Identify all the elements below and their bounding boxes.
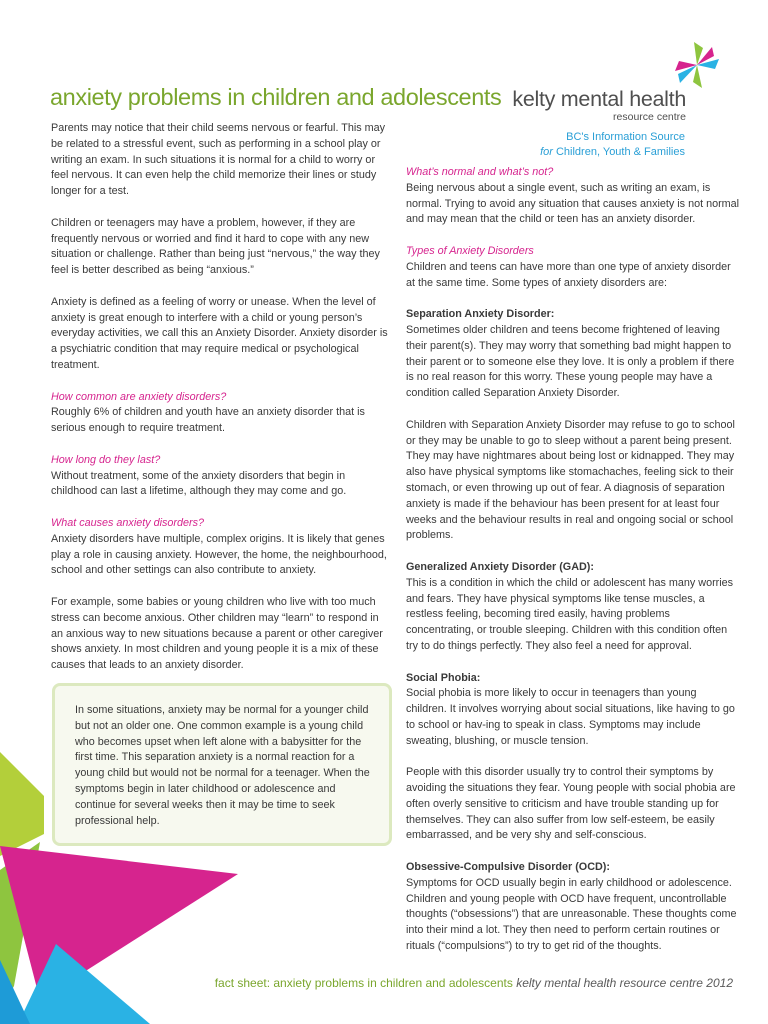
question-heading-common: How common are anxiety disorders?	[51, 390, 227, 403]
social-phobia-paragraph-1: Social phobia is more likely to occur in teenagers than young children. It involves worrying about social situations, like having to go to school or hav-ing to speak in class. Symptoms may include sweating, blushing, or muscle tension.	[406, 687, 735, 747]
callout-text: In some situations, anxiety may be normal for a younger child but not an older one. One common example is a young child who becomes upset when left alone with a babysitter for the first time. This separation anxiety is a normal reaction for a young child but would not be normal for a teenager. When the symptoms begin in later childhood or adolescence and continue for several weeks then it may be time to seek professional help.	[75, 704, 370, 827]
footer	[215, 976, 733, 990]
gad-paragraph: This is a condition in which the child or adolescent has many worries and fears. They have physical symptoms like tense muscles, a restless feeling, becoming tired easily, having problems concentrating, or trouble sleeping. Children with this condition often try to do things perfectly. They also feel a need for approval.	[406, 576, 734, 652]
brand-logo	[512, 88, 686, 123]
callout-box	[52, 683, 392, 846]
tagline-line-1: BC's Information Source	[566, 131, 685, 143]
intro-paragraph-1: Parents may notice that their child seems nervous or fearful. This may be related to a stressful event, such as performing in a school play or writing an exam. In such situations it is normal for a child to worry or feel nervous. It can even help the child memorize their lines or study longer for a test.	[51, 122, 386, 198]
subheading-ocd: Obsessive-Compulsive Disorder (OCD):	[406, 861, 610, 874]
subheading-separation-anxiety: Separation Anxiety Disorder:	[406, 308, 555, 321]
separation-paragraph-2: Children with Separation Anxiety Disorder may refuse to go to school or they may be unable to go to sleep without a parent being present. They may have nightmares about being lost or kidnapped. They may also have physical symptoms like stomachaches, feeling sick to their stomach, or even throwing up out of fear. A diagnosis of separation anxiety is made if the behaviour has been present for at least four weeks and the behaviour results in real and ongoing social or school problems.	[406, 418, 735, 542]
social-phobia-paragraph-2: People with this disorder usually try to control their symptoms by avoiding the situations they fear. Young people with social phobia are often overly sensitive to criticism and have trouble standing up for themselves. They can also suffer from low self-esteem, be easily embarrassed, and be very shy and self-conscious.	[406, 766, 736, 842]
question-heading-normal: What’s normal and what’s not?	[406, 166, 554, 178]
answer-duration: Without treatment, some of the anxiety disorders that begin in childhood can last a lifetime, although they may come and go.	[51, 469, 347, 498]
answer-normal: Being nervous about a single event, such as writing an exam, is normal. Trying to avoid any situation that causes anxiety is not normal and may mean that the child or teen has an anxiety disorder.	[406, 181, 740, 226]
answer-causes: Anxiety disorders have multiple, complex origins. It is likely that genes play a role in causing anxiety. However, the home, the neighbourhood, school and other settings can also contribute to anxiety.	[51, 532, 387, 577]
question-heading-causes: What causes anxiety disorders?	[51, 516, 205, 529]
causes-example-paragraph: For example, some babies or young children who live with too much stress can become anxious. Other children may “learn” to respond in an anxious way to new situations because a parent or other caregiver shows anxiety. In most children and young people it is a mix of these causes that leads to an anxiety disorder.	[51, 595, 383, 672]
answer-common: Roughly 6% of children and youth have an anxiety disorder that is serious enough to require treatment.	[51, 406, 365, 435]
intro-paragraph-3: Anxiety is defined as a feeling of worry or unease. When the level of anxiety is great enough to interfere with a child or young person’s everyday activities, we call this an Anxiety Disorder. Anxiety disorder is a psychiatric condition that may require medical or psychological treatment.	[51, 295, 388, 371]
separation-paragraph-1: Sometimes older children and teens become frightened of leaving their parent(s). They may worry that something bad might happen to their parent or to someone else they love. It is only a problem if there is no real reason for this worry. These young people may have a condition called Separation Anxiety Disorder.	[406, 323, 735, 400]
tagline-for: for	[540, 146, 553, 158]
right-column	[406, 165, 740, 955]
page-title: anxiety problems in children and adolescents	[50, 84, 502, 110]
footer-source: kelty mental health resource centre 2012	[516, 976, 733, 990]
pinwheel-logo-icon	[672, 40, 722, 90]
brand-tagline	[540, 130, 685, 160]
left-column	[51, 121, 392, 690]
answer-types: Children and teens can have more than one type of anxiety disorder at the same time. Some types of anxiety disorders are:	[406, 260, 731, 289]
ocd-paragraph: Symptoms for OCD usually begin in early childhood or adolescence. Children and young people with OCD have frequent, uncontrollable thoughts (“obsessions”) that are unreasonable. These thoughts come into their mind a lot. They then need to perform certain routines or rituals (“compulsions”) to try to get rid of the thoughts.	[406, 876, 737, 953]
subheading-gad: Generalized Anxiety Disorder (GAD):	[406, 560, 594, 573]
subheading-social-phobia: Social Phobia:	[406, 671, 481, 684]
question-heading-types: Types of Anxiety Disorders	[406, 244, 534, 257]
question-heading-duration: How long do they last?	[51, 453, 161, 466]
tagline-audience: Children, Youth & Families	[555, 146, 685, 158]
brand-subtitle: resource centre	[613, 111, 686, 123]
tagline-line-2	[540, 145, 685, 160]
brand-name: kelty mental health	[512, 87, 686, 111]
footer-label: fact sheet: anxiety problems in children and adolescents	[214, 976, 513, 990]
intro-paragraph-2: Children or teenagers may have a problem, however, if they are frequently nervous or worried and find it hard to cope with any new situation or challenge. Rather than being just “nervous,” the way they feel is better described as being “anxious.”	[51, 216, 380, 277]
